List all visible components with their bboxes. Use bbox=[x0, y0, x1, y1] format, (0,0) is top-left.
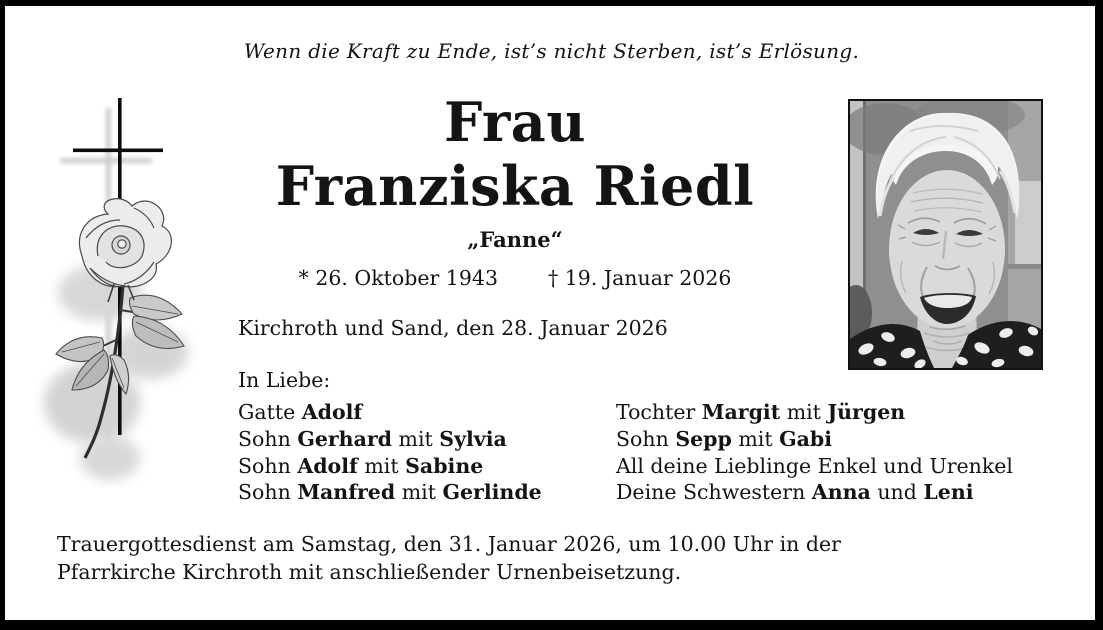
mourner-line: Tochter Margit mit Jürgen bbox=[616, 400, 906, 424]
portrait-photo-drawing bbox=[850, 101, 1041, 368]
mourner-line: Sohn Gerhard mit Sylvia bbox=[238, 426, 507, 451]
life-dates bbox=[238, 265, 792, 291]
in-love-label: In Liebe: bbox=[238, 368, 331, 392]
illustration-shadows bbox=[44, 108, 188, 480]
death-date: † 19. Januar 2026 bbox=[547, 266, 732, 290]
nickname: „Fanne“ bbox=[467, 227, 563, 252]
mourners-left-column bbox=[238, 399, 613, 506]
birth-date: * 26. Oktober 1943 bbox=[298, 266, 498, 290]
deceased-name: Franziska Riedl bbox=[275, 154, 755, 218]
place-and-date-line: Kirchroth und Sand, den 28. Januar 2026 bbox=[238, 316, 668, 340]
title-prefix: Frau bbox=[443, 90, 587, 154]
memorial-quote: Wenn die Kraft zu Ende, ist’s nicht Sterben, ist’s Erlösung. bbox=[243, 39, 860, 63]
main-text-column bbox=[238, 90, 792, 394]
mourner-line: Deine Schwestern Anna und Leni bbox=[616, 480, 974, 505]
cross-rose-illustration bbox=[30, 88, 220, 488]
funeral-service-info bbox=[57, 531, 897, 586]
funeral-service-line: Trauergottesdienst am Samstag, den 31. Januar 2026, um 10.00 Uhr in der bbox=[57, 532, 841, 556]
mourner-line: Sohn Adolf mit Sabine bbox=[238, 453, 484, 478]
portrait-photo bbox=[848, 99, 1043, 370]
mourners-right-column bbox=[616, 399, 1056, 506]
mourner-line: All deine Lieblinge Enkel und Urenkel bbox=[616, 453, 1013, 478]
mourner-line: Sohn Sepp mit Gabi bbox=[616, 426, 833, 451]
funeral-service-line: Pfarrkirche Kirchroth mit anschließender Urnenbeisetzung. bbox=[57, 559, 682, 584]
mourner-line: Sohn Manfred mit Gerlinde bbox=[238, 480, 542, 505]
mourner-line: Gatte Adolf bbox=[238, 400, 363, 424]
